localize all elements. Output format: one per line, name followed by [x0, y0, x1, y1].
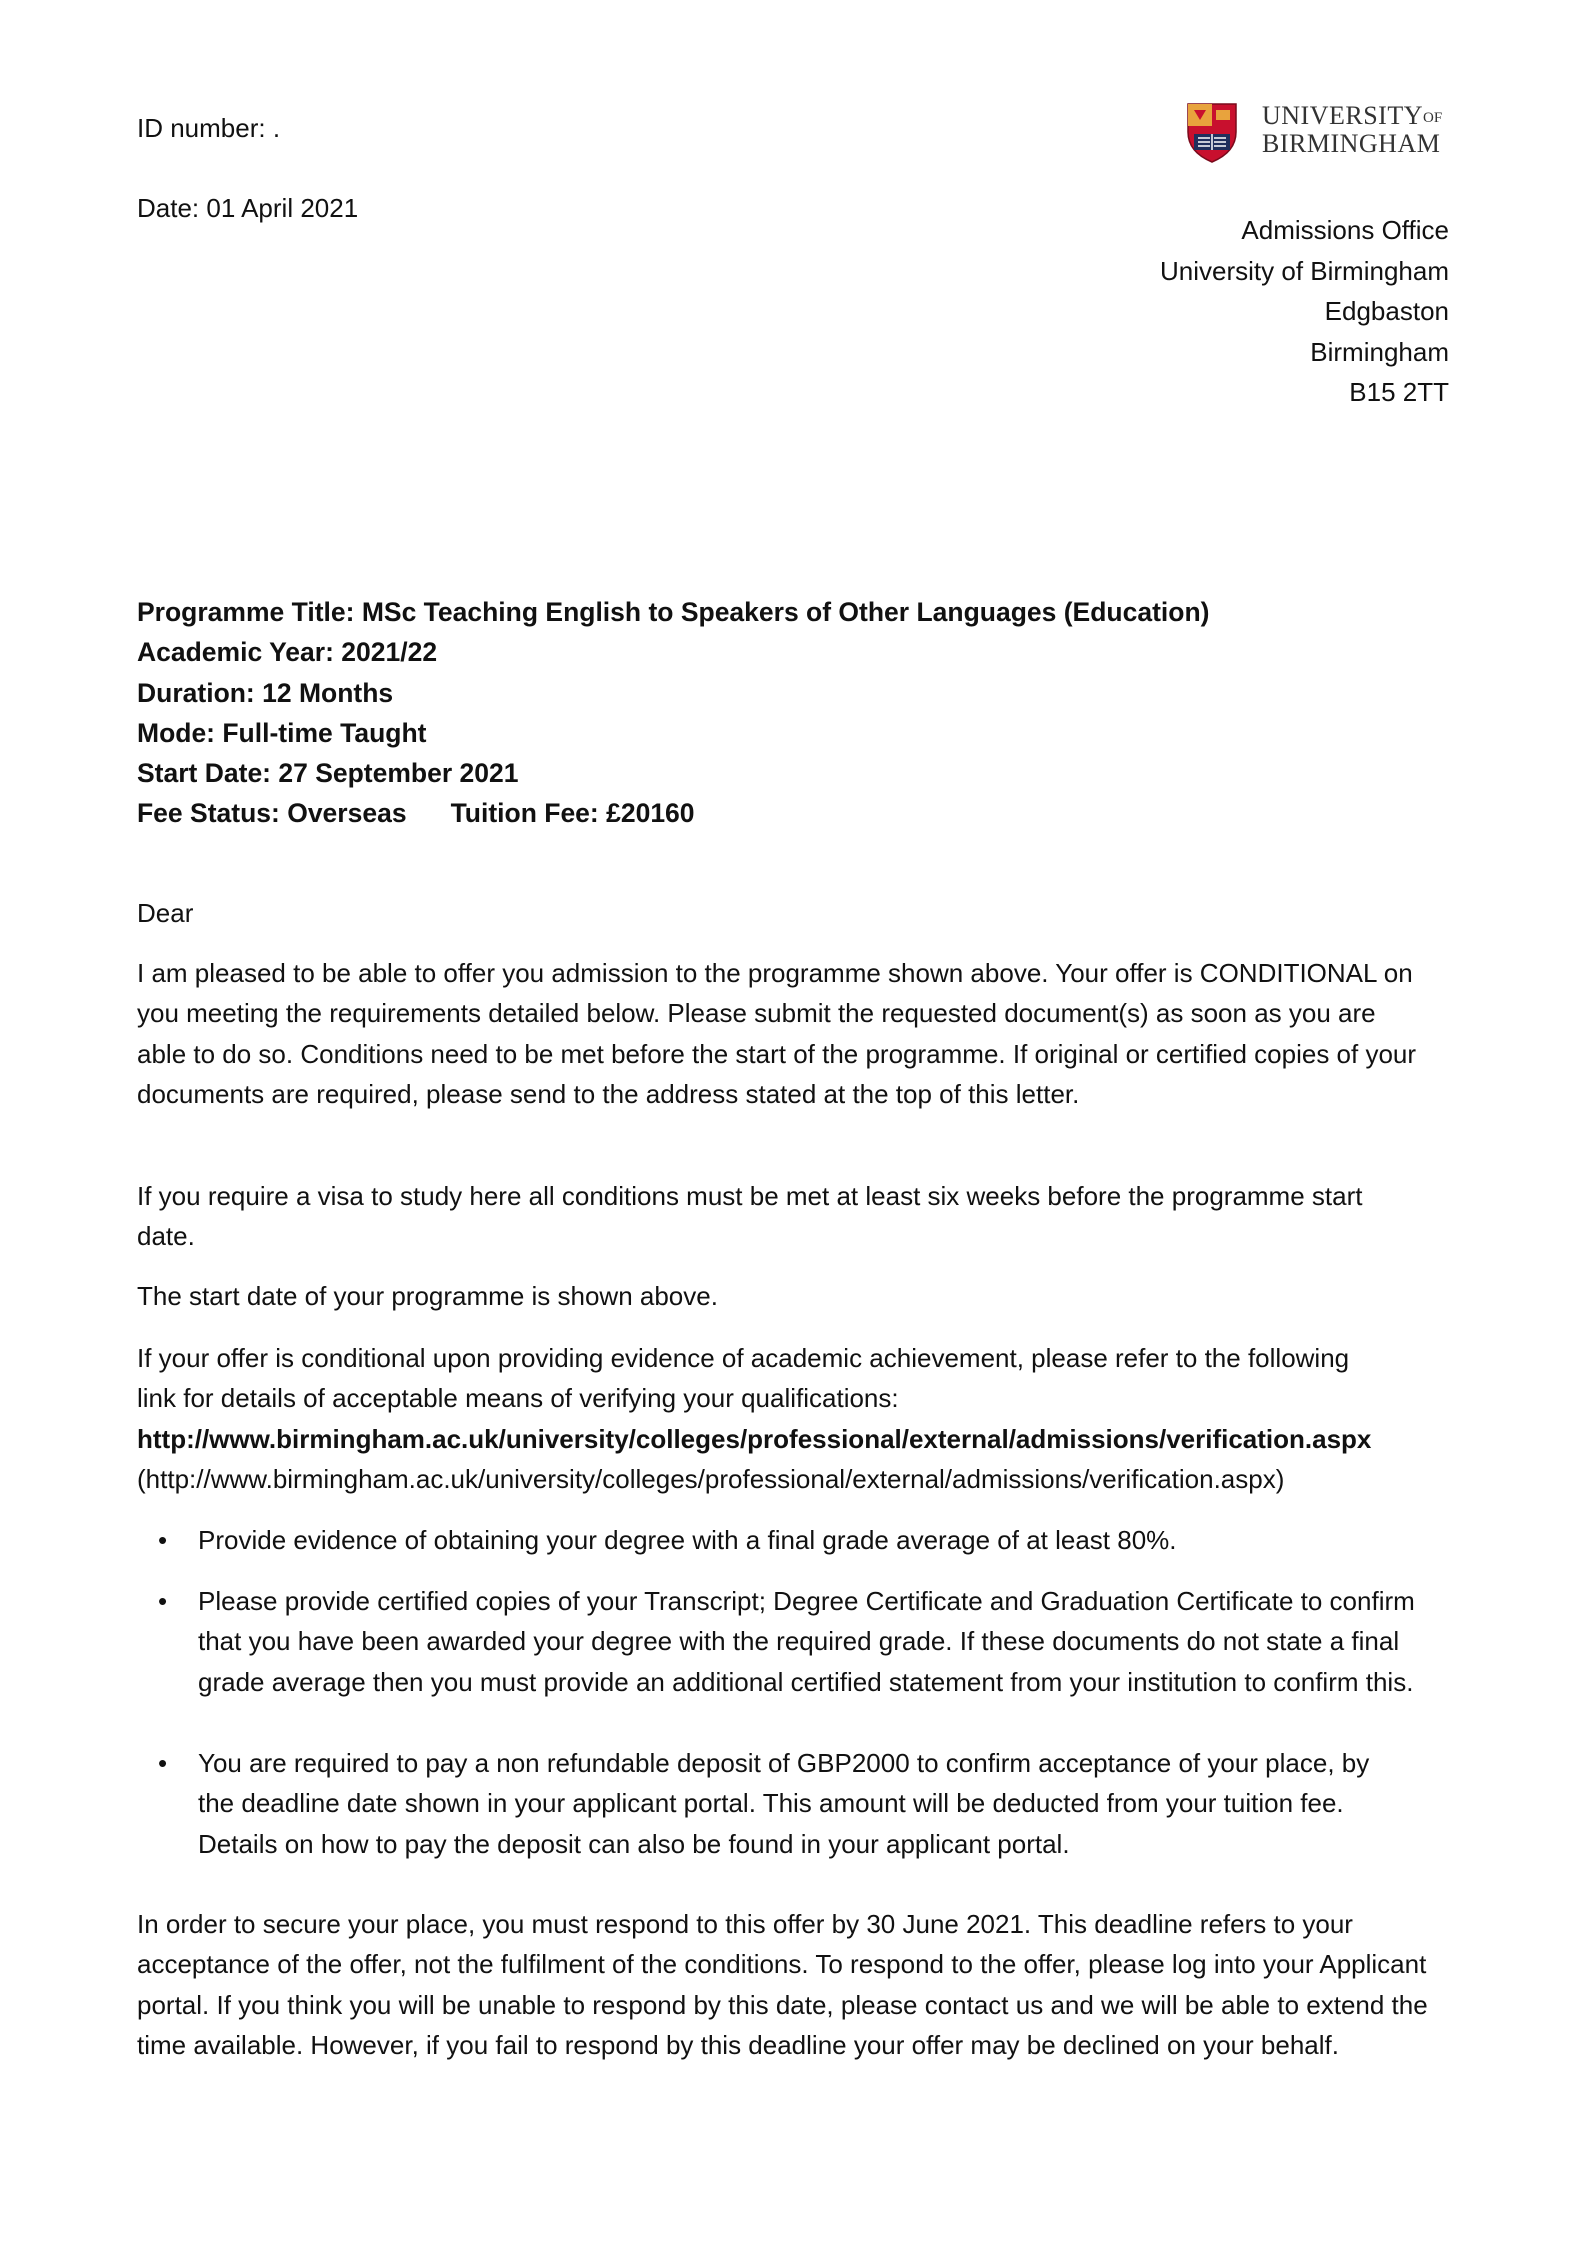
- programme-details: [137, 592, 1209, 834]
- fee-line: [137, 793, 1209, 833]
- logo-wordmark: $UNIVERSITY^{OF}$ BIRMINGHAM: [1262, 101, 1443, 158]
- address-line: Edgbaston: [1324, 296, 1449, 326]
- start-date: Start Date: 27 September 2021: [137, 758, 519, 789]
- study-mode: Mode: Full-time Taught: [137, 717, 427, 748]
- deadline-paragraph: In order to secure your place, you must respond to this offer by 30 June 2021. This deadline refers to your acceptance of the offer, not the fulfilment of the conditions. To respond to the offer, please log into your Applicant portal. If you think you will be unable to respond by this date, please contact us and we will be able to extend the time available. However, if you fail to respond by this deadline your offer may be declined on your behalf.: [137, 1909, 1428, 2060]
- verification-link[interactable]: http://www.birmingham.ac.uk/university/colleges/professional/external/admissions/verification.aspx: [137, 1424, 1372, 1454]
- academic-year: Academic Year: 2021/22: [137, 637, 438, 668]
- fee-status: Fee Status: Overseas: [137, 798, 407, 829]
- id-number: ID number: .: [137, 113, 281, 143]
- address-line: Admissions Office: [1241, 215, 1449, 245]
- crest-icon: [1186, 102, 1238, 164]
- tuition-fee: Tuition Fee: £20160: [450, 798, 695, 829]
- address-line: Birmingham: [1310, 336, 1449, 367]
- bullet-icon: •: [158, 1525, 168, 1555]
- bullet-icon: •: [158, 1748, 168, 1778]
- verification-link-plain: (http://www.birmingham.ac.uk/university/colleges/professional/external/admissions/verification.aspx): [137, 1464, 1285, 1494]
- start-date-paragraph: The start date of your programme is shown above.: [137, 1281, 718, 1311]
- condition-item: • You are required to pay a non refundable deposit of GBP2000 to confirm acceptance of your place, by the deadline date shown in your applicant portal. This amount will be deducted from your tuition fee. Details on how to pay the deposit can also be found in your applicant portal.: [137, 1743, 1408, 1864]
- condition-item: • Please provide certified copies of your Transcript; Degree Certificate and Graduation Certificate to confirm that you have been awarded your degree with the required grade. If these documents do not state a final grade average then you must provide an additional certified statement from your institution to confirm this.: [137, 1581, 1428, 1702]
- offer-paragraph: I am pleased to be able to offer you admission to the programme shown above. Your offer is CONDITIONAL on you meeting the requirements detailed below. Please submit the requested document(s) as soon as you are able to do so. Conditions need to be met before the start of the programme. If original or certified copies of your documents are required, please send to the address stated at the top of this letter.: [137, 958, 1417, 1109]
- verification-paragraph: If your offer is conditional upon providing evidence of academic achievement, please refer to the following link for details of acceptable means of verifying your qualifications:: [137, 1343, 1350, 1414]
- address-line: University of Birmingham: [1160, 255, 1449, 286]
- visa-paragraph: If you require a visa to study here all conditions must be met at least six weeks before the programme start date.: [137, 1181, 1363, 1252]
- letter-date: Date: 01 April 2021: [137, 193, 359, 223]
- duration: Duration: 12 Months: [137, 677, 394, 708]
- condition-item: • Provide evidence of obtaining your degree with a final grade average of at least 80%.: [137, 1520, 1468, 1560]
- bullet-icon: •: [158, 1586, 168, 1616]
- salutation: Dear: [137, 898, 194, 928]
- admissions-address: [1160, 210, 1449, 413]
- university-logo: [1186, 102, 1456, 168]
- address-line: B15 2TT: [1349, 377, 1449, 407]
- programme-title: Programme Title: MSc Teaching English to Speakers of Other Languages (Education): [137, 597, 1210, 627]
